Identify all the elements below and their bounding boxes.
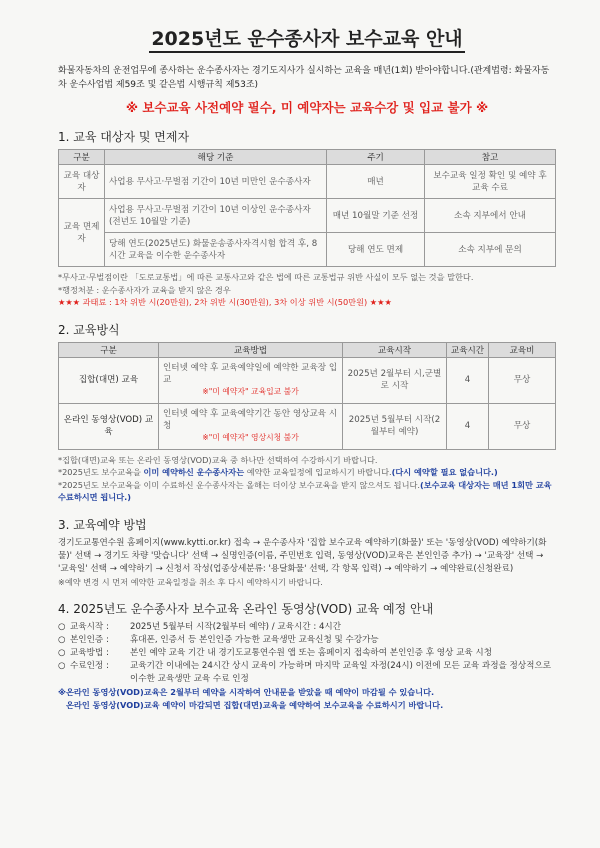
no-accident-note: *무사고·무벌점이란 「도로교통법」에 따른 교통사고와 같은 법에 따른 교통법규 위반 사실이 모두 없는 것을 말한다. xyxy=(58,272,474,282)
vod-method-cell xyxy=(159,403,343,449)
list-item: ○ 수료인정 : 교육기간 이내에는 24시간 상시 교육이 가능하며 마지막 교육일 자정(24시) 이전에 모든 교육 과정을 정상적으로 이수한 교육생만 교육 수료 인정 xyxy=(58,661,552,684)
method-table xyxy=(58,342,556,450)
col-start: 교육시작 xyxy=(343,342,447,357)
list-item: ○ 본인인증 : 휴대폰, 인증서 등 본인인증 가능한 교육생만 교육신청 및 수강가능 xyxy=(58,635,379,645)
method-note-2: *2025년도 보수교육을 이미 예약하신 운수종사자는 예약한 교육일정에 입교하시기 바랍니다.(다시 예약할 필요 없습니다.) xyxy=(58,467,498,477)
intro-text: 화물자동차의 운전업무에 종사하는 운수종사자는 경기도지사가 실시하는 교육을 매년(1회) 받아야합니다.(관계법령: 화물자동차 운수사업법 제59조 및 같은법 시행규칙 제53조) xyxy=(58,66,550,90)
exempt1-criteria: 사업용 무사고·무벌점 기간이 10년 이상인 운수종사자(전년도 10월말 기준) xyxy=(105,199,327,233)
exempt2-criteria: 당해 연도(2025년도) 화물운송종사자격시험 합격 후, 8시간 교육을 이수한 운수종사자 xyxy=(105,233,327,267)
edu-target-criteria: 사업용 무사고·무벌점 기간이 10년 미만인 운수종사자 xyxy=(105,165,327,199)
col-cycle: 주기 xyxy=(327,150,425,165)
inperson-fee: 무상 xyxy=(489,357,556,403)
method-table-header xyxy=(59,342,556,357)
table-row xyxy=(59,165,556,199)
exempt1-cycle: 매년 10월말 기준 선정 xyxy=(327,199,425,233)
exempt1-ref: 소속 지부에서 안내 xyxy=(425,199,556,233)
penalty-note: *행정처분 : 운수종사자가 교육을 받지 않은 경우 xyxy=(58,284,231,295)
inperson-note: ※"미 예약자" 교육입교 불가 xyxy=(202,387,299,396)
reservation-warning: ※ 보수교육 사전예약 필수, 미 예약자는 교육수강 및 입교 불가 ※ xyxy=(125,100,489,115)
col-fee: 교육비 xyxy=(489,342,556,357)
table-row xyxy=(59,403,556,449)
section4-heading: 4. 2025년도 운수종사자 보수교육 온라인 동영상(VOD) 교육 예정 안내 xyxy=(58,602,434,616)
reservation-change-note: ※예약 변경 시 먼저 예약한 교육일정을 취소 후 다시 예약하시기 바랍니다. xyxy=(58,576,323,587)
section3-heading: 3. 교육예약 방법 xyxy=(58,517,147,532)
section2-heading: 2. 교육방식 xyxy=(58,322,120,337)
edu-target-label: 교육 대상자 xyxy=(59,165,105,199)
col-method: 교육방법 xyxy=(159,342,343,357)
page-title: 2025년도 운수종사자 보수교육 안내 xyxy=(58,0,556,58)
table-row xyxy=(59,233,556,267)
inperson-hours: 4 xyxy=(447,357,489,403)
col-reference: 참고 xyxy=(425,150,556,165)
col-criteria: 해당 기준 xyxy=(105,150,327,165)
edu-target-cycle: 매년 xyxy=(327,165,425,199)
col-hours: 교육시간 xyxy=(447,342,489,357)
section1-heading: 1. 교육 대상자 및 면제자 xyxy=(58,130,190,144)
edu-target-ref: 보수교육 일정 확인 및 예약 후 교육 수료 xyxy=(425,165,556,199)
target-table-header xyxy=(59,150,556,165)
inperson-method: 인터넷 예약 후 교육예약일에 예약한 교육장 입교 xyxy=(163,363,338,385)
vod-start: 2025년 5월부터 시작(2월부터 예약) xyxy=(343,403,447,449)
table-row xyxy=(59,357,556,403)
fine-note: ★★★ 과태료 : 1차 위반 시(20만원), 2차 위반 시(30만원), 3차 이상 위반 시(50만원) ★★★ xyxy=(58,297,392,307)
inperson-start: 2025년 2월부터 시,군별로 시작 xyxy=(343,357,447,403)
col-category: 구분 xyxy=(59,150,105,165)
table-row xyxy=(59,199,556,233)
exempt-label: 교육 면제자 xyxy=(59,199,105,267)
vod-method: 인터넷 예약 후 교육예약기간 동안 영상교육 시청 xyxy=(163,409,338,431)
vod-fee: 무상 xyxy=(489,403,556,449)
method-note-3: *2025년도 보수교육을 이미 수료하신 운수종사자는 올해는 더이상 보수교육을 받지 않으셔도 됩니다.(보수교육 대상자는 매년 1회만 교육 수료하시면 됩니다.) xyxy=(58,479,552,502)
exempt2-cycle: 당해 연도 면제 xyxy=(327,233,425,267)
list-item: ○ 교육시작 : 2025년 5월부터 시작(2월부터 예약) / 교육시간 : 4시간 xyxy=(58,622,342,632)
vod-info-list xyxy=(58,621,556,686)
vod-note: ※"미 예약자" 영상시청 불가 xyxy=(202,433,299,442)
list-item: ○ 교육방법 : 본인 예약 교육 기간 내 경기도교통연수원 앱 또는 홈페이지 접속하여 본인인증 후 영상 교육 시청 xyxy=(58,648,493,658)
vod-hours: 4 xyxy=(447,403,489,449)
vod-type: 온라인 동영상(VOD) 교육 xyxy=(59,403,159,449)
target-table xyxy=(58,149,556,267)
inperson-method-cell xyxy=(159,357,343,403)
exempt2-ref: 소속 지부에 문의 xyxy=(425,233,556,267)
vod-note-1: ※온라인 동영상(VOD)교육은 2월부터 예약을 시작하여 안내문을 받았을 때 예약이 마감될 수 있습니다. xyxy=(58,687,435,697)
reservation-steps: 경기도교통연수원 홈페이지(www.kytti.or.kr) 접속 → 운수종사자 '집합 보수교육 예약하기(화물)' 또는 '동영상(VOD) 예약하기(화물)' 선택 → 경기도 차량 '맞습니다' 선택 → 실명인증(이름, 주민번호 입력, 동영상(VOD)교육은 본인인증 추가) → '교육장' 선택 → '교육일' 선택 → 예약하기 → 신청서 작성(업종상세분류: '용달화물' 선택, 각 항목 입력) → 예약하기 → 예약완료(신청완료) xyxy=(58,537,547,574)
vod-note-2: 온라인 동영상(VOD)교육 예약이 마감되면 집합(대면)교육을 예약하여 보수교육을 수료하시기 바랍니다. xyxy=(66,699,444,710)
inperson-type: 집합(대면) 교육 xyxy=(59,357,159,403)
col-type: 구분 xyxy=(59,342,159,357)
method-note-1: *집합(대면)교육 또는 온라인 동영상(VOD)교육 중 하나만 선택하여 수강하시기 바랍니다. xyxy=(58,454,378,465)
